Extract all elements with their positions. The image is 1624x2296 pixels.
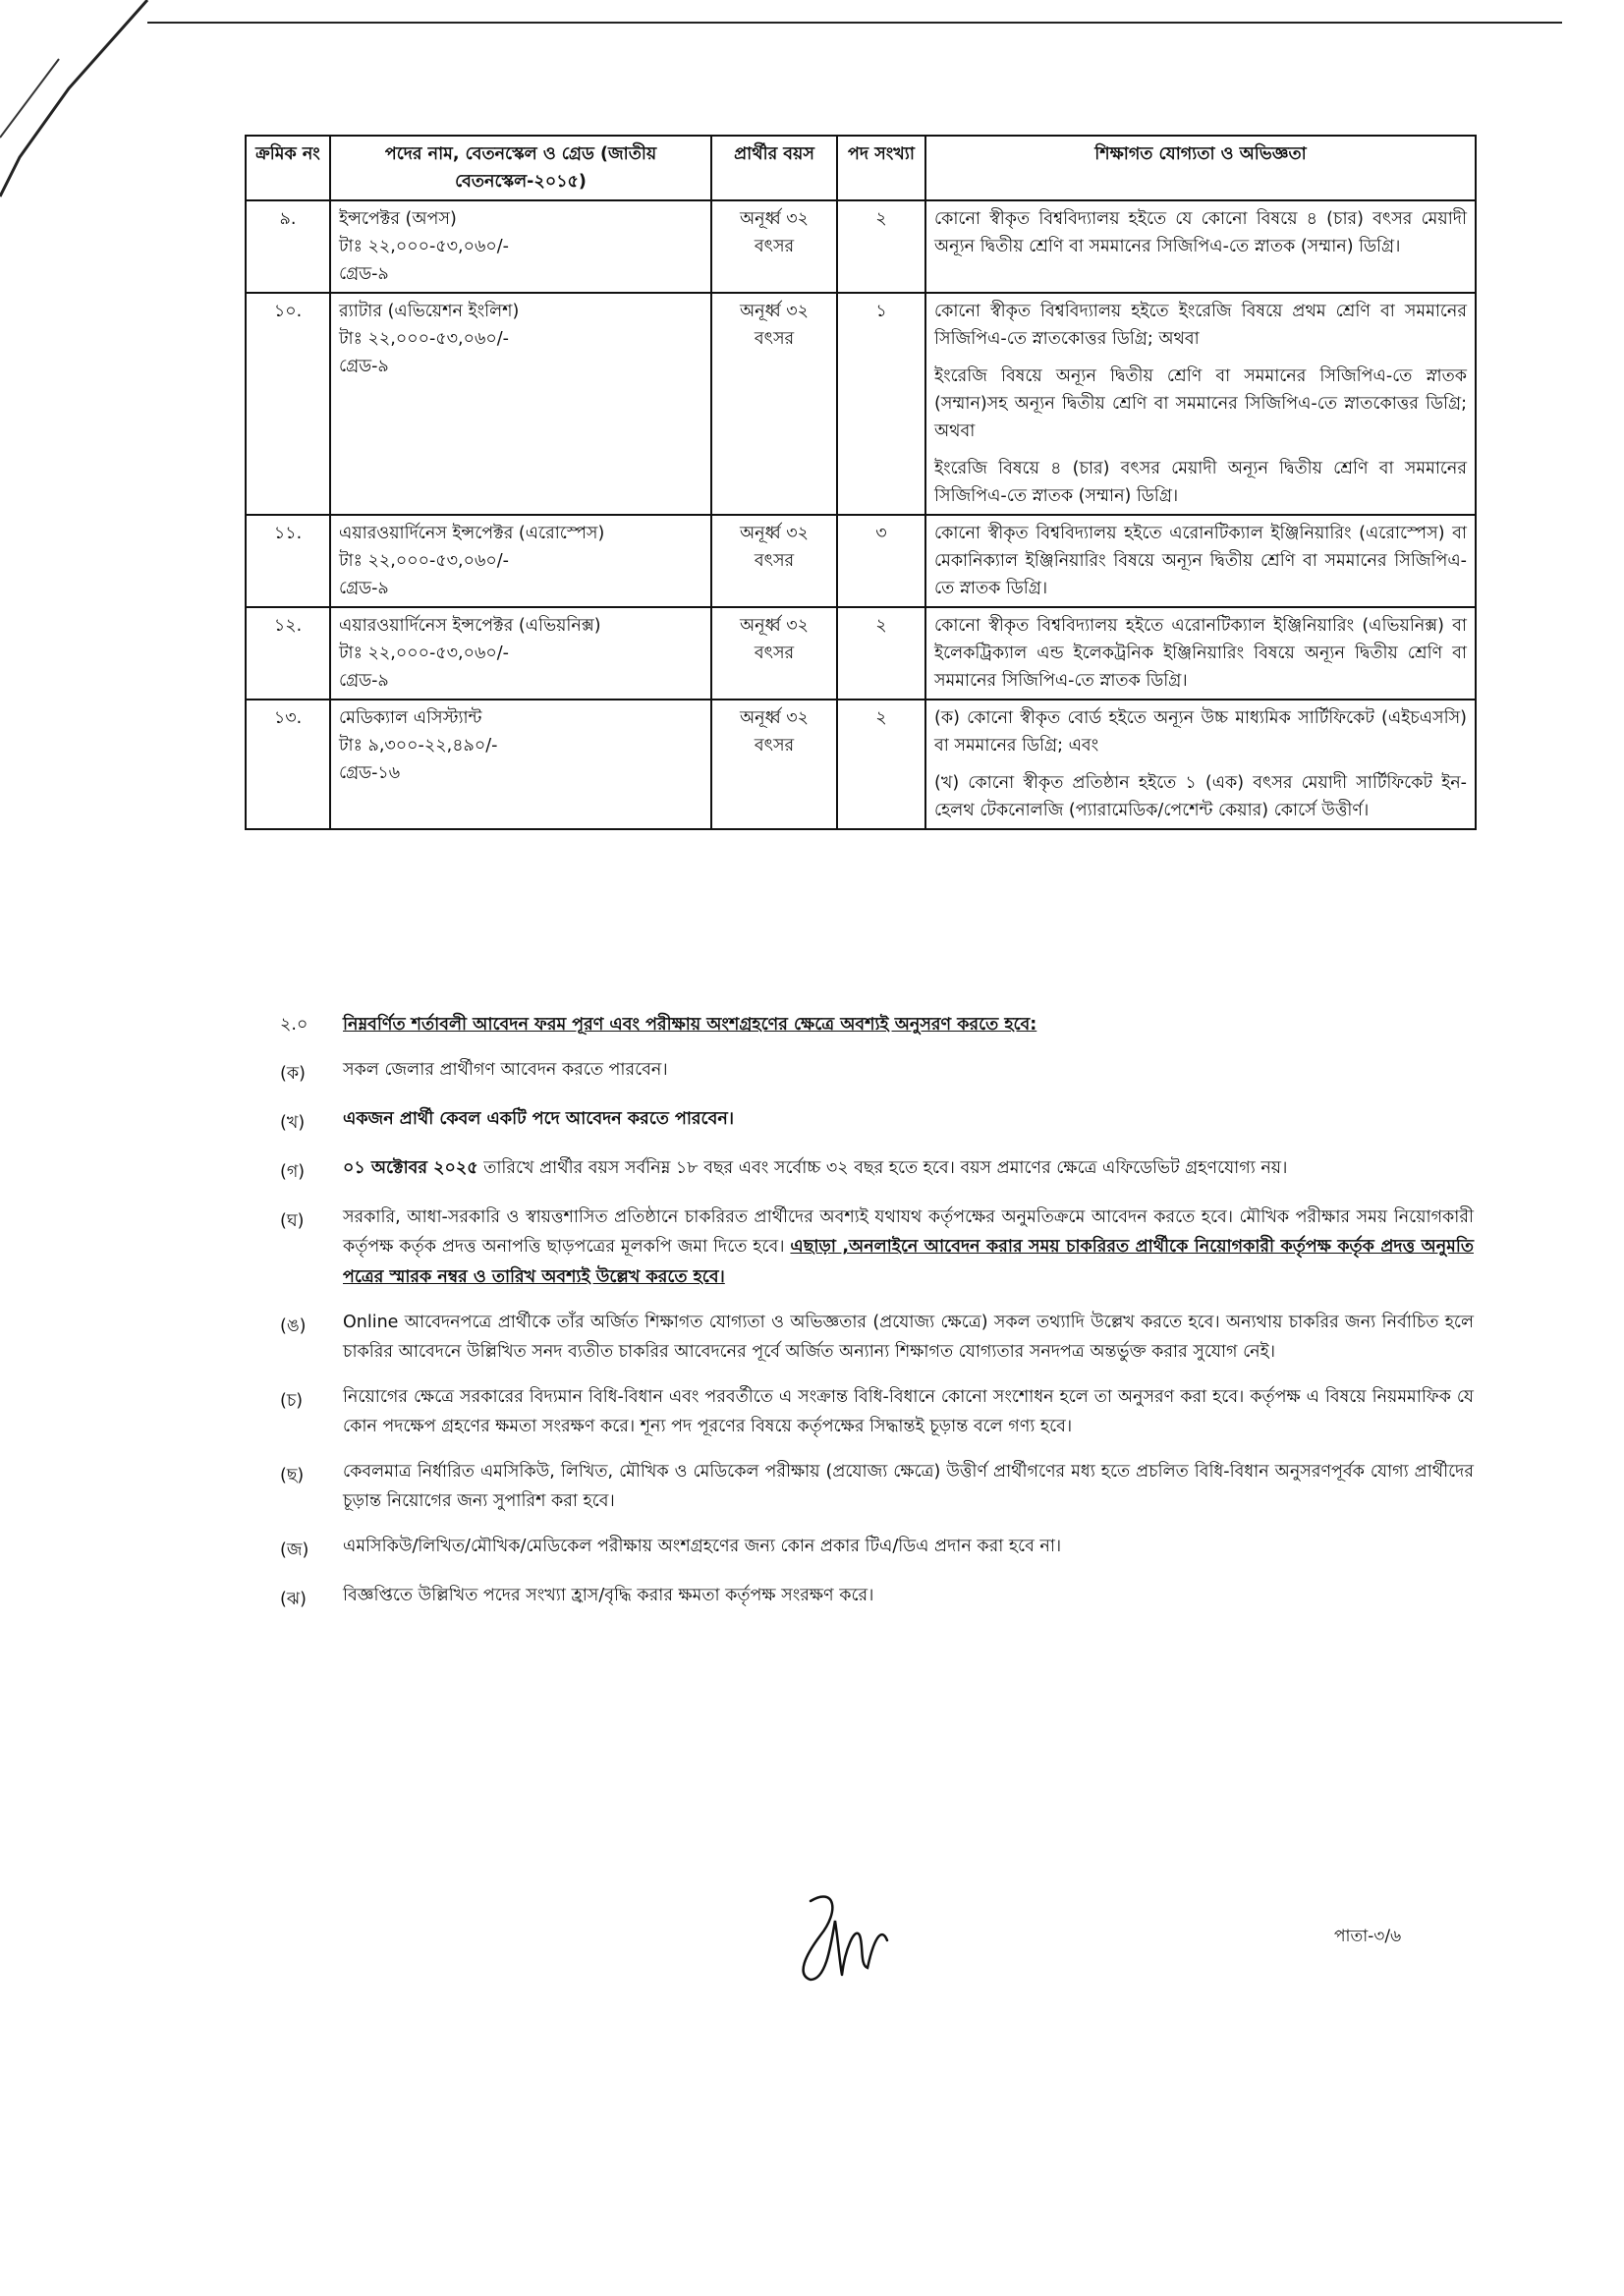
- qualification-text: ইংরেজি বিষয়ে অন্যূন দ্বিতীয় শ্রেণি বা সমমানের সিজিপিএ-তে স্নাতক (সম্মান)সহ অন্যূন দ্বিতীয় শ্রেণি বা সমমানের সিজিপিএ-তে স্নাতকোত্তর ডিগ্রি; অথবা: [934, 366, 1467, 441]
- post-name: মেডিক্যাল এসিস্ট্যান্ট: [339, 708, 482, 728]
- table-row: [246, 515, 1476, 607]
- row-qualification: [925, 607, 1476, 700]
- post-pay-scale: টাঃ ৯,৩০০-২২,৪৯০/-: [339, 736, 498, 756]
- row-serial: ৯.: [246, 200, 330, 293]
- row-qualification: [925, 700, 1476, 829]
- item-text: এমসিকিউ/লিখিত/মৌখিক/মেডিকেল পরীক্ষায় অংশগ্রহণের জন্য কোন প্রকার টিএ/ডিএ প্রদান করা হবে না।: [343, 1537, 1062, 1557]
- row-post: [330, 700, 711, 829]
- post-grade: গ্রেড-৯: [339, 671, 389, 691]
- qualification-text: কোনো স্বীকৃত বিশ্ববিদ্যালয় হইতে যে কোনো বিষয়ে ৪ (চার) বৎসর মেয়াদী অন্যূন দ্বিতীয় শ্রেণি বা সমমানের সিজিপিএ-তে স্নাতক (সম্মান) ডিগ্রি।: [934, 209, 1467, 256]
- condition-item: [280, 1457, 1474, 1516]
- condition-item: [280, 1203, 1474, 1291]
- row-serial: ১০.: [246, 293, 330, 515]
- post-pay-scale: টাঃ ২২,০০০-৫৩,০৬০/-: [339, 237, 509, 256]
- row-post: [330, 200, 711, 293]
- header-serial: ক্রমিক নং: [246, 136, 330, 200]
- table-row: [246, 200, 1476, 293]
- row-age: অনূর্ধ্ব ৩২ বৎসর: [711, 607, 837, 700]
- row-post: [330, 293, 711, 515]
- qualification-text: (খ) কোনো স্বীকৃত প্রতিষ্ঠান হইতে ১ (এক) বৎসর মেয়াদী সার্টিফিকেট ইন-হেলথ টেকনোলজি (প্যারামেডিক/পেশেন্ট কেয়ার) কোর্সে উত্তীর্ণ।: [934, 773, 1467, 820]
- item-text-wrap: [343, 1203, 1474, 1291]
- item-text-wrap: [343, 1153, 1474, 1187]
- condition-item: [280, 1532, 1474, 1565]
- row-count: ২: [837, 200, 925, 293]
- post-pay-scale: টাঃ ২২,০০০-৫৩,০৬০/-: [339, 644, 509, 663]
- item-text: বিজ্ঞপ্তিতে উল্লিখিত পদের সংখ্যা হ্রাস/বৃদ্ধি করার ক্ষমতা কর্তৃপক্ষ সংরক্ষণ করে।: [343, 1586, 874, 1606]
- item-text: নিয়োগের ক্ষেত্রে সরকারের বিদ্যমান বিধি-বিধান এবং পরবর্তীতে এ সংক্রান্ত বিধি-বিধানে কোনো সংশোধন হলে তা অনুসরণ করা হবে। কর্তৃপক্ষ এ বিষয়ে নিয়মমাফিক যে কোন পদক্ষেপ গ্রহণের ক্ষমতা সংরক্ষণ করে। শূন্য পদ পূরণের বিষয়ে কর্তৃপক্ষের সিদ্ধান্তই চূড়ান্ত বলে গণ্য হবে।: [343, 1386, 1474, 1436]
- table-header-row: [246, 136, 1476, 200]
- item-marker: (খ): [280, 1113, 306, 1134]
- condition-item: [280, 1581, 1474, 1614]
- table-row: [246, 700, 1476, 829]
- heading-text: নিম্নবর্ণিত শর্তাবলী আবেদন ফরম পূরণ এবং পরীক্ষায় অংশগ্রহণের ক্ষেত্রে অবশ্যই অনুসরণ করতে হবে:: [343, 1015, 1037, 1035]
- post-grade: গ্রেড-৯: [339, 579, 389, 598]
- item-text: Online আবেদনপত্রে প্রার্থীকে তাঁর অর্জিত শিক্ষাগত যোগ্যতা ও অভিজ্ঞতার (প্রযোজ্য ক্ষেত্রে) সকল তথ্যাদি উল্লেখ করতে হবে। অন্যথায় চাকরির জন্য নির্বাচিত হলে চাকরির আবেদনে উল্লিখিত সনদ ব্যতীত চাকরির আবেদনের পূর্বে অর্জিত অন্যান্য শিক্ষাগত যোগ্যতার সনদপত্র অন্তর্ভুক্ত করার সুযোগ নেই।: [343, 1312, 1474, 1362]
- table-row: [246, 607, 1476, 700]
- condition-item: [280, 1308, 1474, 1367]
- age-reference-date: ০১ অক্টোবর ২০২৫: [343, 1158, 478, 1179]
- item-marker: (ঝ): [280, 1590, 307, 1610]
- row-count: ২: [837, 700, 925, 829]
- condition-item: [280, 1382, 1474, 1441]
- header-rule: [147, 22, 1562, 24]
- qualification-text: কোনো স্বীকৃত বিশ্ববিদ্যালয় হইতে এরোনটিক্যাল ইঞ্জিনিয়ারিং (এভিয়নিক্স) বা ইলেকট্রিক্যাল এন্ড ইলেকট্রনিক ইঞ্জিনিয়ারিং বিষয়ে অন্যূন দ্বিতীয় শ্রেণি বা সমমানের সিজিপিএ-তে স্নাতক ডিগ্রি।: [934, 616, 1467, 691]
- signature: [781, 1881, 899, 1989]
- item-marker: (ঘ): [280, 1211, 305, 1232]
- item-text: কেবলমাত্র নির্ধারিত এমসিকিউ, লিখিত, মৌখিক ও মেডিকেল পরীক্ষায় (প্রযোজ্য ক্ষেত্রে) উত্তীর্ণ প্রার্থীগণের মধ্য হতে প্রচলিত বিধি-বিধান অনুসরণপূর্বক যোগ্য প্রার্থীদের চূড়ান্ত নিয়োগের জন্য সুপারিশ করা হবে।: [343, 1462, 1474, 1512]
- row-serial: ১১.: [246, 515, 330, 607]
- row-serial: ১২.: [246, 607, 330, 700]
- post-grade: গ্রেড-১৬: [339, 763, 401, 783]
- table-row: [246, 293, 1476, 515]
- row-age: অনূর্ধ্ব ৩২ বৎসর: [711, 293, 837, 515]
- row-post: [330, 515, 711, 607]
- conditions-heading: [280, 1010, 1474, 1039]
- post-name: এয়ারওয়ার্দিনেস ইন্সপেক্টর (এভিয়নিক্স): [339, 616, 601, 636]
- post-name: ইন্সপেক্টর (অপস): [339, 209, 457, 229]
- section-number: ২.০: [280, 1015, 308, 1035]
- row-qualification: [925, 293, 1476, 515]
- page-number: পাতা-৩/৬: [1334, 1927, 1402, 1946]
- qualification-text: কোনো স্বীকৃত বিশ্ববিদ্যালয় হইতে এরোনটিক্যাল ইঞ্জিনিয়ারিং (এরোস্পেস) বা মেকানিক্যাল ইঞ্জিনিয়ারিং বিষয়ে অন্যূন দ্বিতীয় শ্রেণি বা সমমানের সিজিপিএ-তে স্নাতক ডিগ্রি।: [934, 524, 1467, 598]
- row-count: ৩: [837, 515, 925, 607]
- post-pay-scale: টাঃ ২২,০০০-৫৩,০৬০/-: [339, 551, 509, 571]
- row-qualification: [925, 515, 1476, 607]
- header-age: প্রার্থীর বয়স: [711, 136, 837, 200]
- job-posts-table: [245, 135, 1477, 830]
- row-serial: ১৩.: [246, 700, 330, 829]
- item-marker: (ঙ): [280, 1316, 307, 1336]
- qualification-text: ইংরেজি বিষয়ে ৪ (চার) বৎসর মেয়াদী অন্যূন দ্বিতীয় শ্রেণি বা সমমানের সিজিপিএ-তে স্নাতক (সম্মান) ডিগ্রি।: [934, 459, 1467, 506]
- application-conditions: [280, 1010, 1474, 1630]
- post-name: র‌্যাটার (এভিয়েশন ইংলিশ): [339, 302, 520, 321]
- condition-item: [280, 1055, 1474, 1089]
- post-grade: গ্রেড-৯: [339, 357, 389, 376]
- row-count: ১: [837, 293, 925, 515]
- item-marker: (ছ): [280, 1466, 305, 1486]
- scan-edge-artifact: [0, 0, 177, 236]
- qualification-text: কোনো স্বীকৃত বিশ্ববিদ্যালয় হইতে ইংরেজি বিষয়ে প্রথম শ্রেণি বা সমমানের সিজিপিএ-তে স্নাতকোত্তর ডিগ্রি; অথবা: [934, 302, 1467, 349]
- item-text: একজন প্রার্থী কেবল একটি পদে আবেদন করতে পারবেন।: [343, 1109, 735, 1130]
- row-qualification: [925, 200, 1476, 293]
- condition-item: [280, 1104, 1474, 1138]
- item-text: তারিখে প্রার্থীর বয়স সর্বনিম্ন ১৮ বছর এবং সর্বোচ্চ ৩২ বছর হতে হবে। বয়স প্রমাণের ক্ষেত্রে এফিডেভিট গ্রহণযোগ্য নয়।: [483, 1158, 1288, 1179]
- header-count: পদ সংখ্যা: [837, 136, 925, 200]
- header-qualification: শিক্ষাগত যোগ্যতা ও অভিজ্ঞতা: [925, 136, 1476, 200]
- item-text: সরকারি, আধা-সরকারি ও স্বায়ত্তশাসিত প্রতিষ্ঠানে চাকরিরত প্রার্থীদের অবশ্যই যথাযথ কর্তৃপক্ষের অনুমতিক্রমে আবেদন করতে হবে। মৌখিক পরীক্ষার সময় নিয়োগকারী কর্তৃপক্ষ কর্তৃক প্রদত্ত অনাপত্তি ছাড়পত্রের মূলকপি জমা দিতে হবে।: [343, 1207, 1474, 1258]
- post-name: এয়ারওয়ার্দিনেস ইন্সপেক্টর (এরোস্পেস): [339, 524, 605, 543]
- qualification-text: (ক) কোনো স্বীকৃত বোর্ড হইতে অন্যূন উচ্চ মাধ্যমিক সার্টিফিকেট (এইচএসসি) বা সমমানের ডিগ্রি; এবং: [934, 708, 1467, 756]
- item-marker: (জ): [280, 1540, 309, 1561]
- row-age: অনূর্ধ্ব ৩২ বৎসর: [711, 515, 837, 607]
- row-age: অনূর্ধ্ব ৩২ বৎসর: [711, 200, 837, 293]
- item-marker: (ক): [280, 1064, 306, 1085]
- item-text: সকল জেলার প্রার্থীগণ আবেদন করতে পারবেন।: [343, 1060, 668, 1081]
- row-post: [330, 607, 711, 700]
- item-emphasis: এছাড়া ,অনলাইনে আবেদন করার সময় চাকরিরত প্রার্থীকে নিয়োগকারী কর্তৃপক্ষ কর্তৃক প্রদত্ত অনুমতি পত্রের স্মারক নম্বর ও তারিখ অবশ্যই উল্লেখ করতে হবে।: [343, 1237, 1474, 1287]
- row-count: ২: [837, 607, 925, 700]
- post-grade: গ্রেড-৯: [339, 264, 389, 284]
- condition-item: [280, 1153, 1474, 1187]
- item-marker: (গ): [280, 1162, 306, 1183]
- header-post: পদের নাম, বেতনস্কেল ও গ্রেড (জাতীয় বেতনস্কেল-২০১৫): [330, 136, 711, 200]
- item-marker: (চ): [280, 1390, 304, 1411]
- post-pay-scale: টাঃ ২২,০০০-৫৩,০৬০/-: [339, 329, 509, 349]
- row-age: অনূর্ধ্ব ৩২ বৎসর: [711, 700, 837, 829]
